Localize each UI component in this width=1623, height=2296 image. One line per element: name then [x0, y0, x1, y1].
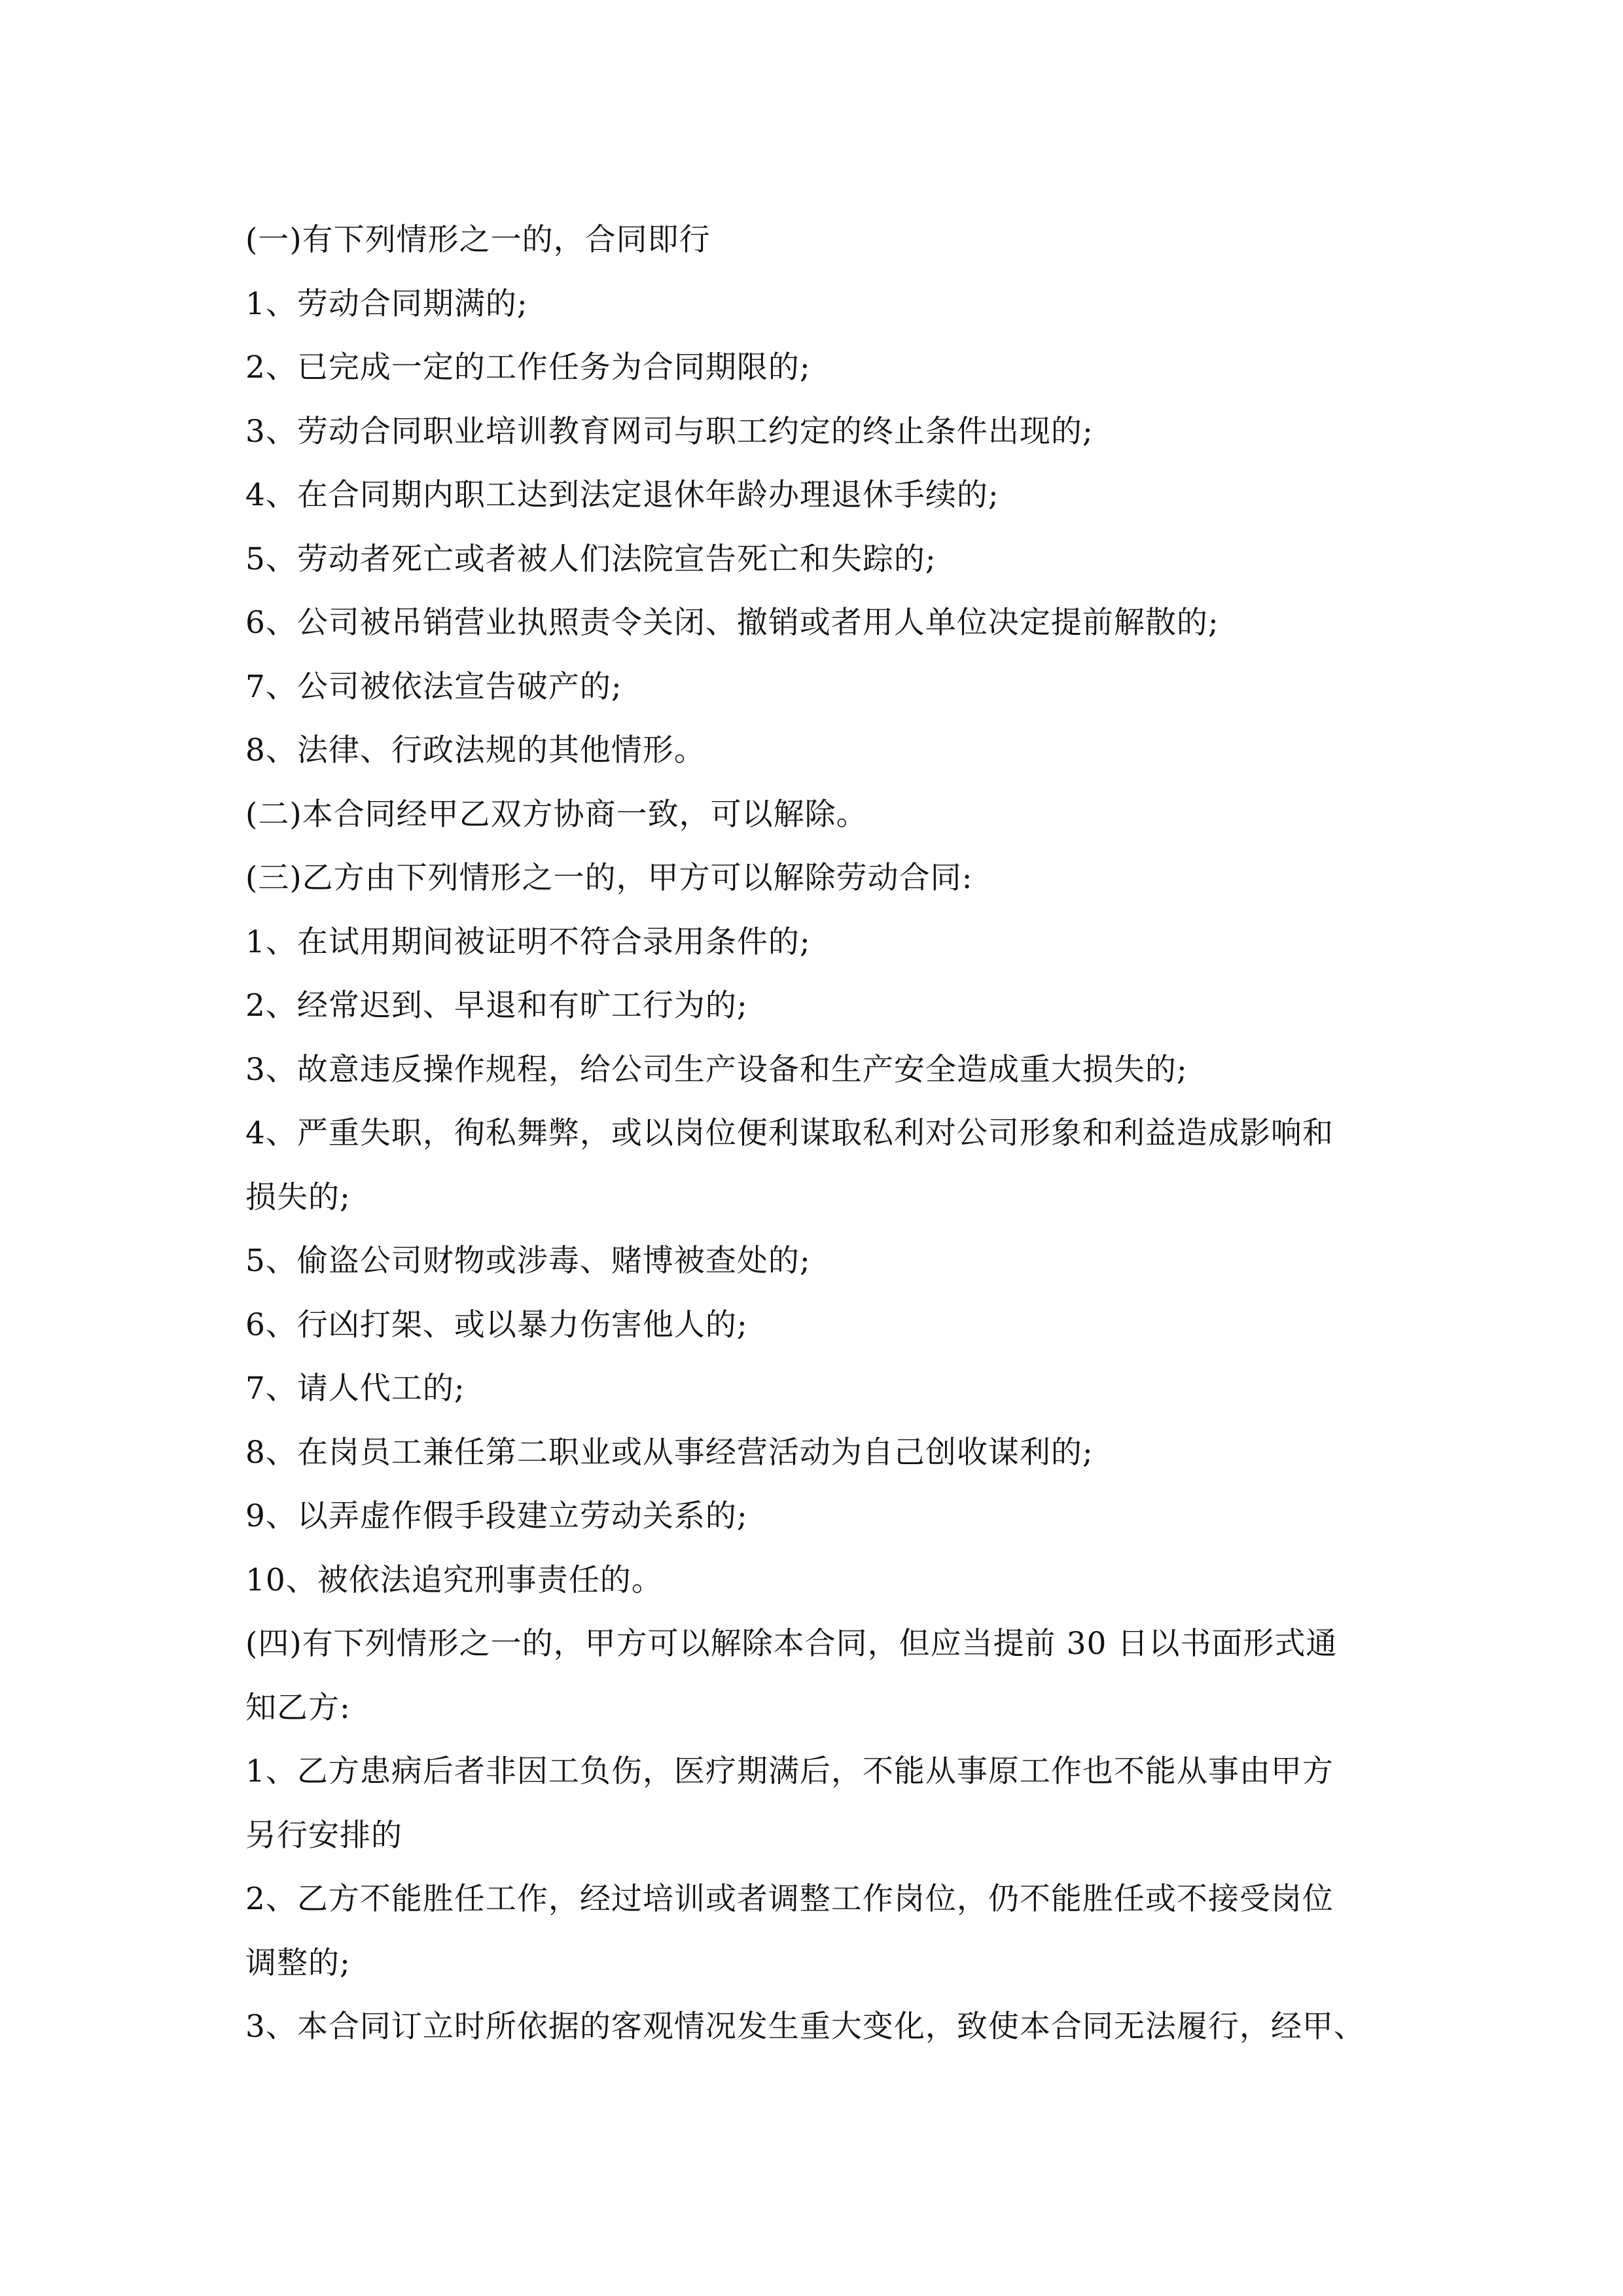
text-line: 知乙方: — [245, 1689, 351, 1726]
text-line: 10、被依法追究刑事责任的。 — [245, 1562, 663, 1598]
text-line: (四)有下列情形之一的，甲方可以解除本合同，但应当提前 30 日以书面形式通 — [245, 1626, 1338, 1662]
document-body — [245, 208, 1397, 2059]
text-line: 1、劳动合同期满的; — [245, 285, 528, 322]
text-line: 4、严重失职，徇私舞弊，或以岗位便利谋取私利对公司形象和利益造成影响和 — [245, 1115, 1334, 1151]
text-line: (一)有下列情形之一的，合同即行 — [245, 222, 711, 258]
text-line: 损失的; — [245, 1179, 351, 1215]
text-line: 3、本合同订立时所依据的客观情况发生重大变化，致使本合同无法履行，经甲、 — [245, 2009, 1365, 2045]
text-line: 3、劳动合同职业培训教育网司与职工约定的终止条件出现的; — [245, 413, 1094, 450]
text-line: 9、以弄虚作假手段建立劳动关系的; — [245, 1498, 748, 1534]
text-line: 5、劳动者死亡或者被人们法院宣告死亡和失踪的; — [245, 541, 936, 577]
text-line: (二)本合同经甲乙双方协商一致，可以解除。 — [245, 796, 868, 833]
text-line: 1、在试用期间被证明不符合录用条件的; — [245, 924, 811, 960]
text-line: 6、公司被吊销营业执照责令关闭、撤销或者用人单位决定提前解散的; — [245, 605, 1219, 641]
text-line: (三)乙方由下列情形之一的，甲方可以解除劳动合同: — [245, 860, 973, 896]
text-line: 另行安排的 — [245, 1817, 402, 1854]
text-line: 2、经常迟到、早退和有旷工行为的; — [245, 988, 748, 1024]
text-line: 8、法律、行政法规的其他情形。 — [245, 732, 705, 768]
text-line: 调整的; — [245, 1945, 351, 1981]
text-line: 7、公司被依法宣告破产的; — [245, 668, 622, 705]
text-line: 6、行凶打架、或以暴力伤害他人的; — [245, 1306, 748, 1343]
text-line: 2、已完成一定的工作任务为合同期限的; — [245, 350, 811, 386]
text-line: 1、乙方患病后者非因工负伤，医疗期满后，不能从事原工作也不能从事由甲方 — [245, 1753, 1334, 1789]
text-line: 5、偷盗公司财物或涉毒、赌博被查处的; — [245, 1243, 811, 1279]
text-line: 7、请人代工的; — [245, 1371, 465, 1407]
text-line: 8、在岗员工兼任第二职业或从事经营活动为自己创收谋利的; — [245, 1434, 1094, 1471]
text-line: 2、乙方不能胜任工作，经过培训或者调整工作岗位，仍不能胜任或不接受岗位 — [245, 1881, 1334, 1917]
text-line: 3、故意违反操作规程，给公司生产设备和生产安全造成重大损失的; — [245, 1051, 1188, 1088]
text-line: 4、在合同期内职工达到法定退休年龄办理退休手续的; — [245, 477, 999, 513]
